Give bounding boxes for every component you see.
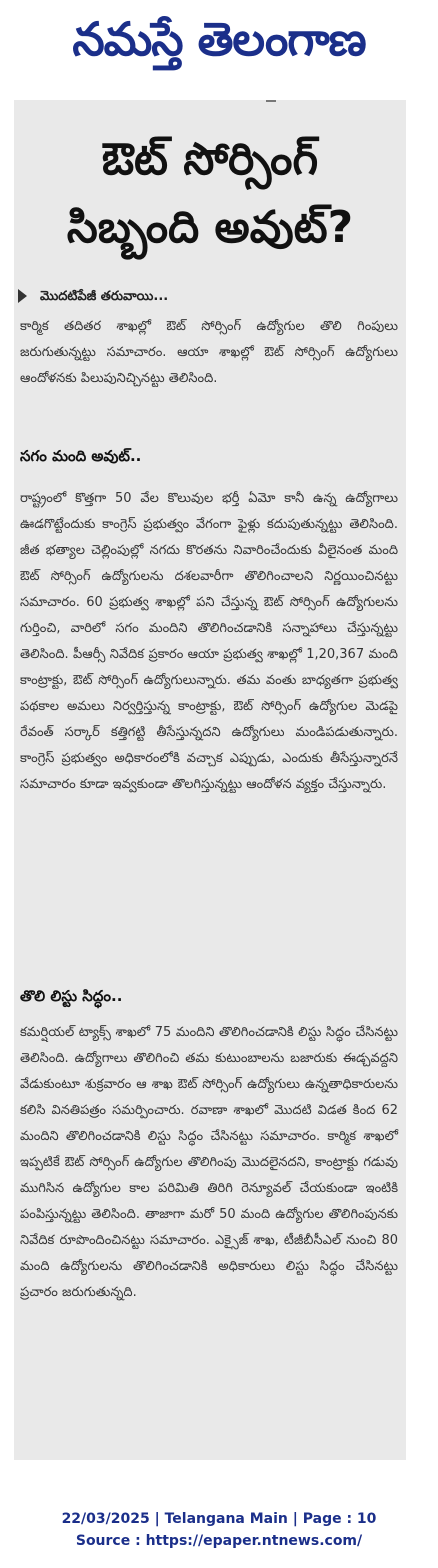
- clipping-edge-mark: [266, 100, 276, 108]
- paragraph-3: కమర్షియల్ ట్యాక్స్ శాఖలో 75 మందిని తొలిగించడానికి లిస్టు సిద్ధం చేసినట్టు తెలిసింది. ఉద్యోగాలు తొలిగించి తమ కుటుంబాలను బజారుకు ఈడ్చవద్దని వేడుకుంటూ శుక్రవారం ఆ శాఖ ఔట్ సోర్సింగ్ ఉద్యోగులు ఉన్నతాధికారులను కలిసి వినతిపత్రం సమర్పించారు. రవాణా శాఖలో మొదటి విడత కింద 62 మందిని తొలిగించడానికి లిస్టు సిద్ధం చేసినట్టు సమాచారం. కార్మిక శాఖలో ఇప్పటికే ఔట్ సోర్సింగ్ ఉద్యోగుల తొలిగింపు మొదలైనదని, కాంట్రాక్టు గడువు ముగిసిన ఉద్యోగుల కాల పరిమితి తిరిగి రెన్యూవల్ చేయకుండా ఇంటికి పంపిస్తున్నట్టు తెలిసింది. తాజాగా మరో 50 మంది ఉద్యోగుల తొలిగింపునకు నివేదిక రూపొందించినట్టు సమాచారం. ఎక్సైజ్ శాఖ, టీజీబీసీఎల్ నుంచి 80 మంది ఉద్యోగులను తొలిగించడానికి అధికారులు లిస్టు సిద్ధం చేసినట్టు ప్రచారం జరుగుతున్నది.: [20, 1025, 398, 1300]
- headline-line-1: ఔట్ సోర్సింగ్: [101, 134, 319, 185]
- continuation-text: మొదటిపేజీ తరువాయి...: [40, 289, 169, 304]
- masthead: [0, 0, 438, 80]
- newspaper-logo: నమస్తే తెలంగాణ: [72, 12, 366, 66]
- headline-line-2: సిబ్బంది అవుట్?: [66, 202, 354, 253]
- subheading-1: సగం మంది అవుట్..: [20, 447, 142, 465]
- continuation-marker: [14, 286, 406, 308]
- subheading-2: తొలి లిస్టు సిద్ధం..: [20, 987, 123, 1005]
- footer-date-edition: 22/03/2025 | Telangana Main | Page : 10: [61, 1511, 377, 1527]
- footer-source: Source : https://epaper.ntnews.com/: [75, 1533, 363, 1549]
- arrow-right-icon: [18, 289, 27, 303]
- paragraph-2: రాష్ట్రంలో కొత్తగా 50 వేల కొలువుల భర్తీ ఏమో కానీ ఉన్న ఉద్యోగాలు ఊడగొట్టేందుకు కాంగ్రెస్ ప్రభుత్వం వేగంగా ఫైళ్లు కదుపుతున్నట్టు తెలిసింది. జీత భత్యాల చెల్లింపుల్లో నగదు కొరతను నివారించేందుకు వీలైనంత మంది ఔట్ సోర్సింగ్ ఉద్యోగులను దశలవారీగా తొలిగించాలని నిర్ణయించినట్టు సమాచారం. 60 ప్రభుత్వ శాఖల్లో పని చేస్తున్న ఔట్ సోర్సింగ్ ఉద్యోగులను గుర్తించి, వారిలో సగం మందిని తొలిగించడానికి సన్నాహాలు చేస్తున్నట్టు తెలిసింది. పీఆర్సీ నివేదిక ప్రకారం ఆయా ప్రభుత్వ శాఖల్లో 1,20,367 మంది కాంట్రాక్టు, ఔట్ సోర్సింగ్ ఉద్యోగులున్నారు. తమ వంతు బాధ్యతగా ప్రభుత్వ పథకాల అమలు నిర్వర్తిస్తున్న కాంట్రాక్టు, ఔట్ సోర్సింగ్ ఉద్యోగుల మెడపై రేవంత్ సర్కార్ కత్తిగట్టి తీసేస్తున్నదని ఉద్యోగులు మండిపడుతున్నారు. కాంగ్రెస్ ప్రభుత్వం అధికారంలోకి వచ్చాక ఎప్పుడు, ఎందుకు తీసేస్తున్నారనే సమాచారం కూడా ఇవ్వకుండా తొలగిస్తున్నట్టు ఆందోళన వ్యక్తం చేస్తున్నారు.: [20, 491, 398, 792]
- paragraph-1: కార్మిక తదితర శాఖల్లో ఔట్ సోర్సింగ్ ఉద్యోగుల తొలి గింపులు జరుగుతున్నట్టు సమాచారం. ఆయా శాఖల్లో ఔట్ సోర్సింగ్ ఉద్యోగులు ఆందోళనకు పిలుపునిచ్చినట్టు తెలిసింది.: [20, 319, 398, 386]
- article-clipping: [14, 100, 406, 1460]
